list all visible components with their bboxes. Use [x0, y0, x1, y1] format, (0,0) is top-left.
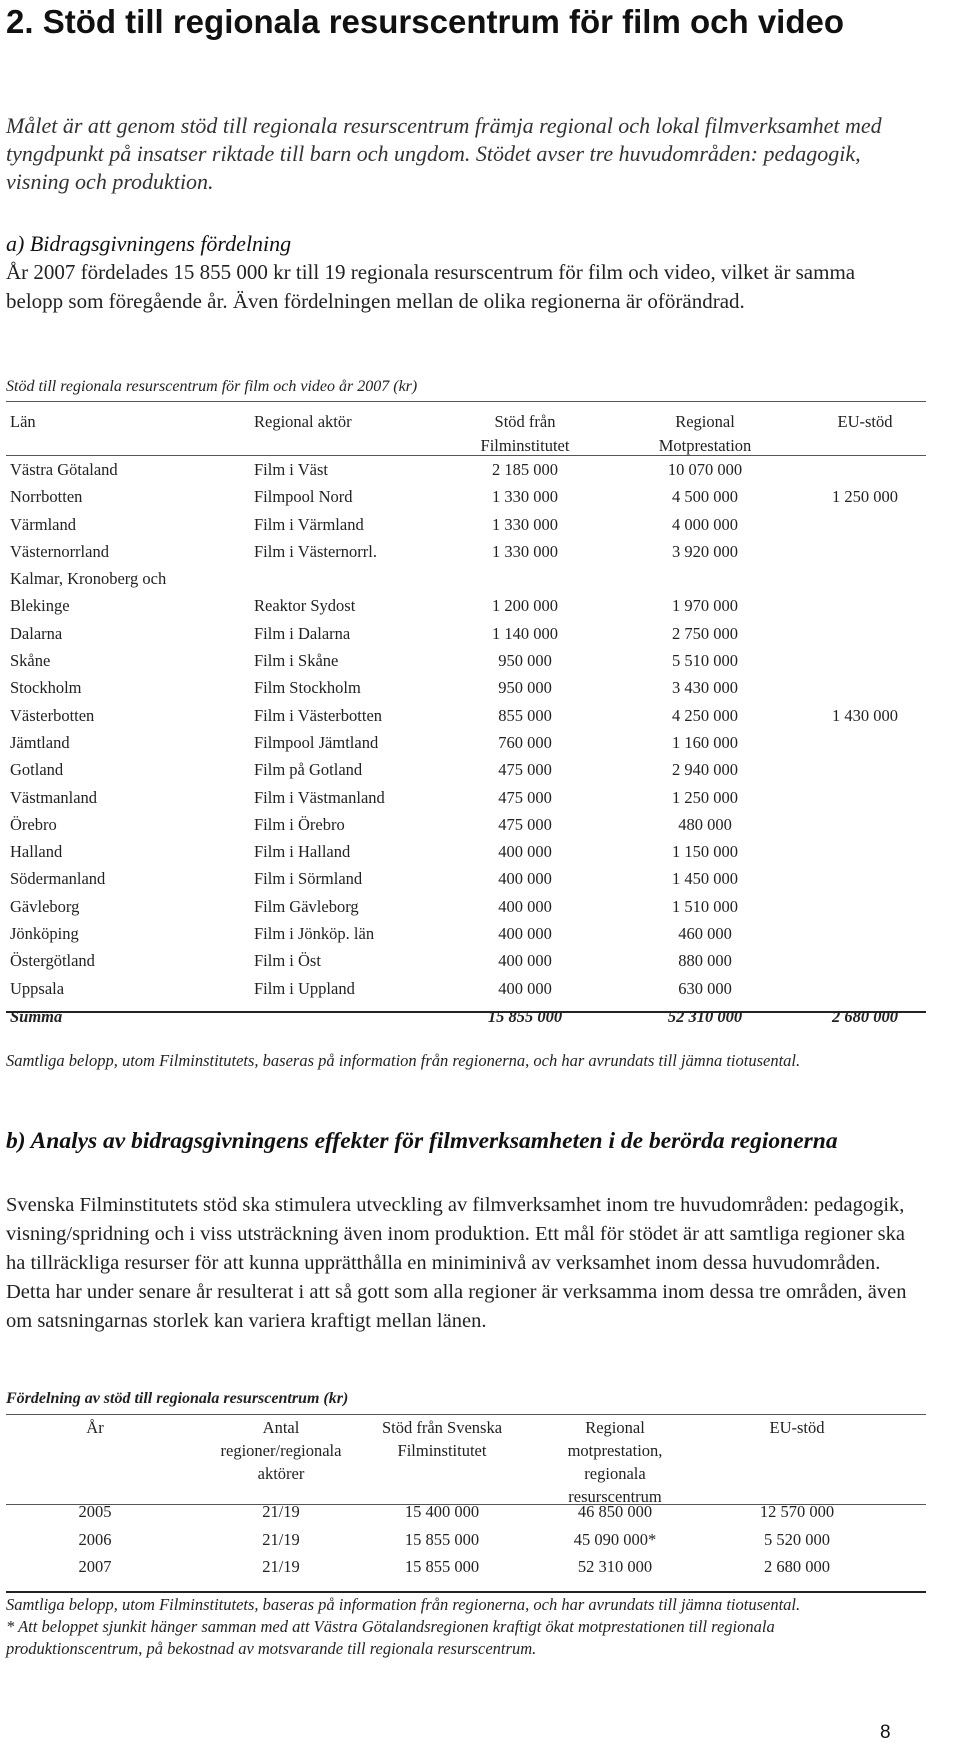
table1-cell-lan: Södermanland	[10, 869, 106, 889]
table1-cell-aktor: Film i Halland	[254, 842, 351, 862]
table1-cell-motprestation: 5 510 000	[672, 651, 738, 671]
table1-sum-label: Summa	[10, 1006, 63, 1026]
table1-cell-stod: 1 140 000	[492, 623, 558, 643]
table1-cell-lan: Halland	[10, 842, 63, 862]
section-a-paragraph: År 2007 fördelades 15 855 000 kr till 19 regionala resurscentrum för film och video, vilket är samma belopp som föregående år. Även fördelningen mellan de olika regionerna är oförändrad.	[6, 260, 856, 313]
table1-header-row	[10, 402, 920, 458]
table1-body	[10, 458, 920, 1004]
table1-cell-lan: Örebro	[10, 814, 57, 834]
table2-footnote: * Att beloppet sjunkit hänger samman med att Västra Götalandsregionen kraftigt ökat motprestationen till regionala produktionscentrum, på bekostnad av motsvarande till regionala resurscentrum.	[6, 1617, 775, 1658]
table1-cell-motprestation: 630 000	[678, 978, 732, 998]
page-number: 8	[880, 1722, 891, 1743]
table1-header-aktor: Regional aktör	[254, 412, 352, 431]
table-row	[10, 895, 920, 922]
table1-cell-eu: 1 430 000	[832, 705, 898, 725]
table1-sum-row	[10, 1005, 920, 1032]
table-row	[10, 977, 920, 1004]
table2-cell-eu: 12 570 000	[759, 1502, 835, 1521]
table1-cell-motprestation: 1 450 000	[672, 869, 738, 889]
table1-header-lan: Län	[10, 412, 36, 431]
table1-cell-lan: Norrbotten	[10, 487, 83, 507]
table1-cell-eu: 1 250 000	[832, 487, 898, 507]
table1-cell-lan: Jönköping	[10, 924, 79, 944]
table1-cell-stod: 1 330 000	[492, 514, 558, 534]
table1-cell-motprestation: 1 250 000	[672, 787, 738, 807]
table-row	[6, 1555, 916, 1583]
table1-cell-stod: 475 000	[498, 814, 552, 834]
table-row	[10, 567, 920, 594]
section-b-heading: b) Analys av bidragsgivningens effekter för filmverksamheten i de berörda regionerna	[6, 1128, 838, 1154]
table1-cell-motprestation: 880 000	[678, 951, 732, 971]
table-row	[10, 922, 920, 949]
table-row	[10, 840, 920, 867]
table2-body	[6, 1500, 916, 1583]
table1-cell-lan: Västernorrland	[10, 541, 109, 561]
table1-cell-motprestation: 3 430 000	[672, 678, 738, 698]
table1-note: Samtliga belopp, utom Filminstitutets, baseras på information från regionerna, och har avrundats till jämna tiotusental.	[6, 1051, 801, 1070]
table2	[6, 1412, 916, 1583]
table1-header-stod: Stöd från Filminstitutet	[480, 412, 570, 455]
table-row	[10, 540, 920, 567]
table-row	[10, 949, 920, 976]
table-row	[10, 758, 920, 785]
lead-paragraph: Målet är att genom stöd till regionala resurscentrum främja regional och lokal filmverksamhet med tyngdpunkt på insatser riktade till barn och ungdom. Stödet avser tre huvudområden: pedagogik, visning och produktion.	[6, 113, 882, 194]
table1	[10, 402, 920, 1032]
table-row	[10, 513, 920, 540]
table-row	[10, 676, 920, 703]
table-row	[10, 594, 920, 621]
table1-cell-aktor: Film i Dalarna	[254, 623, 351, 643]
table1-cell-aktor: Film i Värmland	[254, 514, 364, 534]
table2-cell-stod: 15 855 000	[404, 1557, 480, 1576]
table1-sum-motprestation: 52 310 000	[667, 1006, 743, 1026]
table-row	[6, 1500, 916, 1528]
table2-header-stod: Stöd från Svenska Filminstitutet	[381, 1418, 503, 1460]
table1-cell-lan: Blekinge	[10, 596, 70, 616]
table1-cell-lan: Uppsala	[10, 978, 65, 998]
table1-cell-lan: Östergötland	[10, 951, 95, 971]
table1-cell-aktor: Film i Sörmland	[254, 869, 363, 889]
table2-header-eu: EU-stöd	[769, 1418, 825, 1437]
table1-cell-stod: 400 000	[498, 896, 552, 916]
table1-cell-motprestation: 460 000	[678, 924, 732, 944]
table2-notes	[6, 1594, 906, 1660]
table1-cell-motprestation: 4 250 000	[672, 705, 738, 725]
table1-cell-aktor: Film i Skåne	[254, 651, 339, 671]
table1-cell-lan: Värmland	[10, 514, 76, 534]
table-row	[10, 731, 920, 758]
table1-cell-motprestation: 1 150 000	[672, 842, 738, 862]
section-title: 2. Stöd till regionala resurscentrum för film och video	[6, 3, 845, 40]
table-row	[6, 1528, 916, 1556]
table2-header-row	[6, 1412, 916, 1506]
table1-cell-aktor: Film i Västmanland	[254, 787, 385, 807]
table1-cell-stod: 855 000	[498, 705, 552, 725]
table1-cell-aktor: Film Stockholm	[254, 678, 361, 698]
table1-cell-motprestation: 4 000 000	[672, 514, 738, 534]
table1-cell-stod: 1 330 000	[492, 487, 558, 507]
table1-cell-aktor: Film i Uppland	[254, 978, 355, 998]
table2-header-motprestation: Regional motprestation, regionala resurscentrum	[567, 1418, 663, 1506]
table1-sum-eu: 2 680 000	[832, 1006, 898, 1026]
table1-cell-stod: 400 000	[498, 951, 552, 971]
table1-cell-lan: Gotland	[10, 760, 64, 780]
table1-cell-motprestation: 480 000	[678, 814, 732, 834]
table1-cell-motprestation: 4 500 000	[672, 487, 738, 507]
table2-cell-stod: 15 855 000	[404, 1529, 480, 1549]
table1-cell-aktor: Film i Västernorrl.	[254, 541, 377, 561]
table1-header-eu: EU-stöd	[837, 412, 893, 431]
table2-bottom-rule	[6, 1591, 926, 1593]
table1-cell-motprestation: 1 970 000	[672, 596, 738, 616]
table1-cell-stod: 400 000	[498, 842, 552, 862]
table1-cell-stod: 475 000	[498, 760, 552, 780]
table-row	[10, 485, 920, 512]
table1-sum-stod: 15 855 000	[487, 1006, 563, 1026]
table1-cell-motprestation: 2 750 000	[672, 623, 738, 643]
table1-caption: Stöd till regionala resurscentrum för film och video år 2007 (kr)	[6, 378, 418, 395]
table1-cell-aktor: Filmpool Jämtland	[254, 732, 379, 752]
table2-cell-motprestation: 45 090 000*	[573, 1529, 657, 1549]
table1-cell-aktor: Film i Väst	[254, 460, 328, 479]
table1-cell-lan: Skåne	[10, 651, 51, 671]
table2-cell-ar: 2007	[78, 1557, 112, 1576]
table-row	[10, 786, 920, 813]
table1-cell-aktor: Film i Öst	[254, 951, 321, 971]
table1-cell-stod: 950 000	[498, 651, 552, 671]
table1-cell-aktor: Film i Västerbotten	[254, 705, 383, 725]
table1-cell-motprestation: 2 940 000	[672, 760, 738, 780]
table-row	[10, 649, 920, 676]
table1-cell-motprestation: 1 160 000	[672, 732, 738, 752]
table2-cell-antal: 21/19	[262, 1557, 300, 1576]
table1-cell-aktor: Film på Gotland	[254, 760, 363, 780]
table-row	[10, 622, 920, 649]
table2-cell-motprestation: 46 850 000	[577, 1502, 653, 1521]
table1-cell-stod: 1 200 000	[492, 596, 558, 616]
table1-cell-lan: Västmanland	[10, 787, 98, 807]
table1-cell-motprestation: 1 510 000	[672, 896, 738, 916]
table1-cell-lan: Gävleborg	[10, 896, 80, 916]
table1-cell-stod: 760 000	[498, 732, 552, 752]
table2-caption: Fördelning av stöd till regionala resurscentrum (kr)	[6, 1390, 349, 1407]
table2-note: Samtliga belopp, utom Filminstitutets, baseras på information från regionerna, och har avrundats till jämna tiotusental.	[6, 1595, 801, 1614]
table1-cell-aktor: Filmpool Nord	[254, 487, 353, 507]
table1-cell-stod: 400 000	[498, 924, 552, 944]
table1-cell-stod: 1 330 000	[492, 541, 558, 561]
table1-cell-aktor: Film i Jönköp. län	[254, 924, 375, 944]
table2-cell-antal: 21/19	[262, 1502, 300, 1521]
table1-cell-lan: Västra Götaland	[10, 460, 118, 479]
table2-header-ar: År	[86, 1418, 104, 1437]
table1-cell-lan: Jämtland	[10, 732, 70, 752]
table2-header-antal: Antal regioner/regionala aktörer	[220, 1418, 342, 1483]
section-a-heading: a) Bidragsgivningens fördelning	[6, 231, 292, 256]
table2-cell-motprestation: 52 310 000	[577, 1557, 653, 1576]
table1-cell-lan: Stockholm	[10, 678, 82, 698]
table1-cell-stod: 400 000	[498, 869, 552, 889]
table1-cell-lan: Kalmar, Kronoberg och	[10, 569, 167, 589]
table1-cell-motprestation: 10 070 000	[667, 460, 743, 479]
table2-cell-eu: 2 680 000	[764, 1557, 830, 1576]
table1-cell-stod: 400 000	[498, 978, 552, 998]
table1-cell-stod: 2 185 000	[492, 460, 558, 479]
table1-cell-stod: 475 000	[498, 787, 552, 807]
table1-cell-motprestation: 3 920 000	[672, 541, 738, 561]
table-row	[10, 867, 920, 894]
table1-cell-aktor: Reaktor Sydost	[254, 596, 356, 616]
table-row	[10, 458, 920, 485]
table1-cell-lan: Västerbotten	[10, 705, 95, 725]
table-row	[10, 813, 920, 840]
table1-cell-aktor: Film i Örebro	[254, 814, 345, 834]
table1-cell-aktor: Film Gävleborg	[254, 896, 359, 916]
table1-cell-lan: Dalarna	[10, 623, 63, 643]
table2-cell-ar: 2006	[78, 1529, 112, 1549]
table2-cell-ar: 2005	[78, 1502, 112, 1521]
table2-cell-stod: 15 400 000	[404, 1502, 480, 1521]
table2-cell-eu: 5 520 000	[764, 1529, 830, 1549]
table-row	[10, 704, 920, 731]
table1-header-motprestation: Regional Motprestation	[658, 412, 752, 455]
table1-cell-stod: 950 000	[498, 678, 552, 698]
table2-cell-antal: 21/19	[262, 1529, 300, 1549]
section-b-paragraph: Svenska Filminstitutets stöd ska stimulera utveckling av filmverksamhet inom tre huvudområden: pedagogik, visning/spridning och i viss utsträckning även inom produktion. Ett mål för stödet är att samtliga regioner ska ha tillräckliga resurser för att kunna upprätthålla en miniminivå av verksamhet inom dessa huvudområden. Detta har under senare år resulterat i att så gott som alla regioner är verksamma inom dessa tre områden, även om satsningarnas storlek kan variera kraftigt mellan länen.	[6, 1194, 907, 1332]
